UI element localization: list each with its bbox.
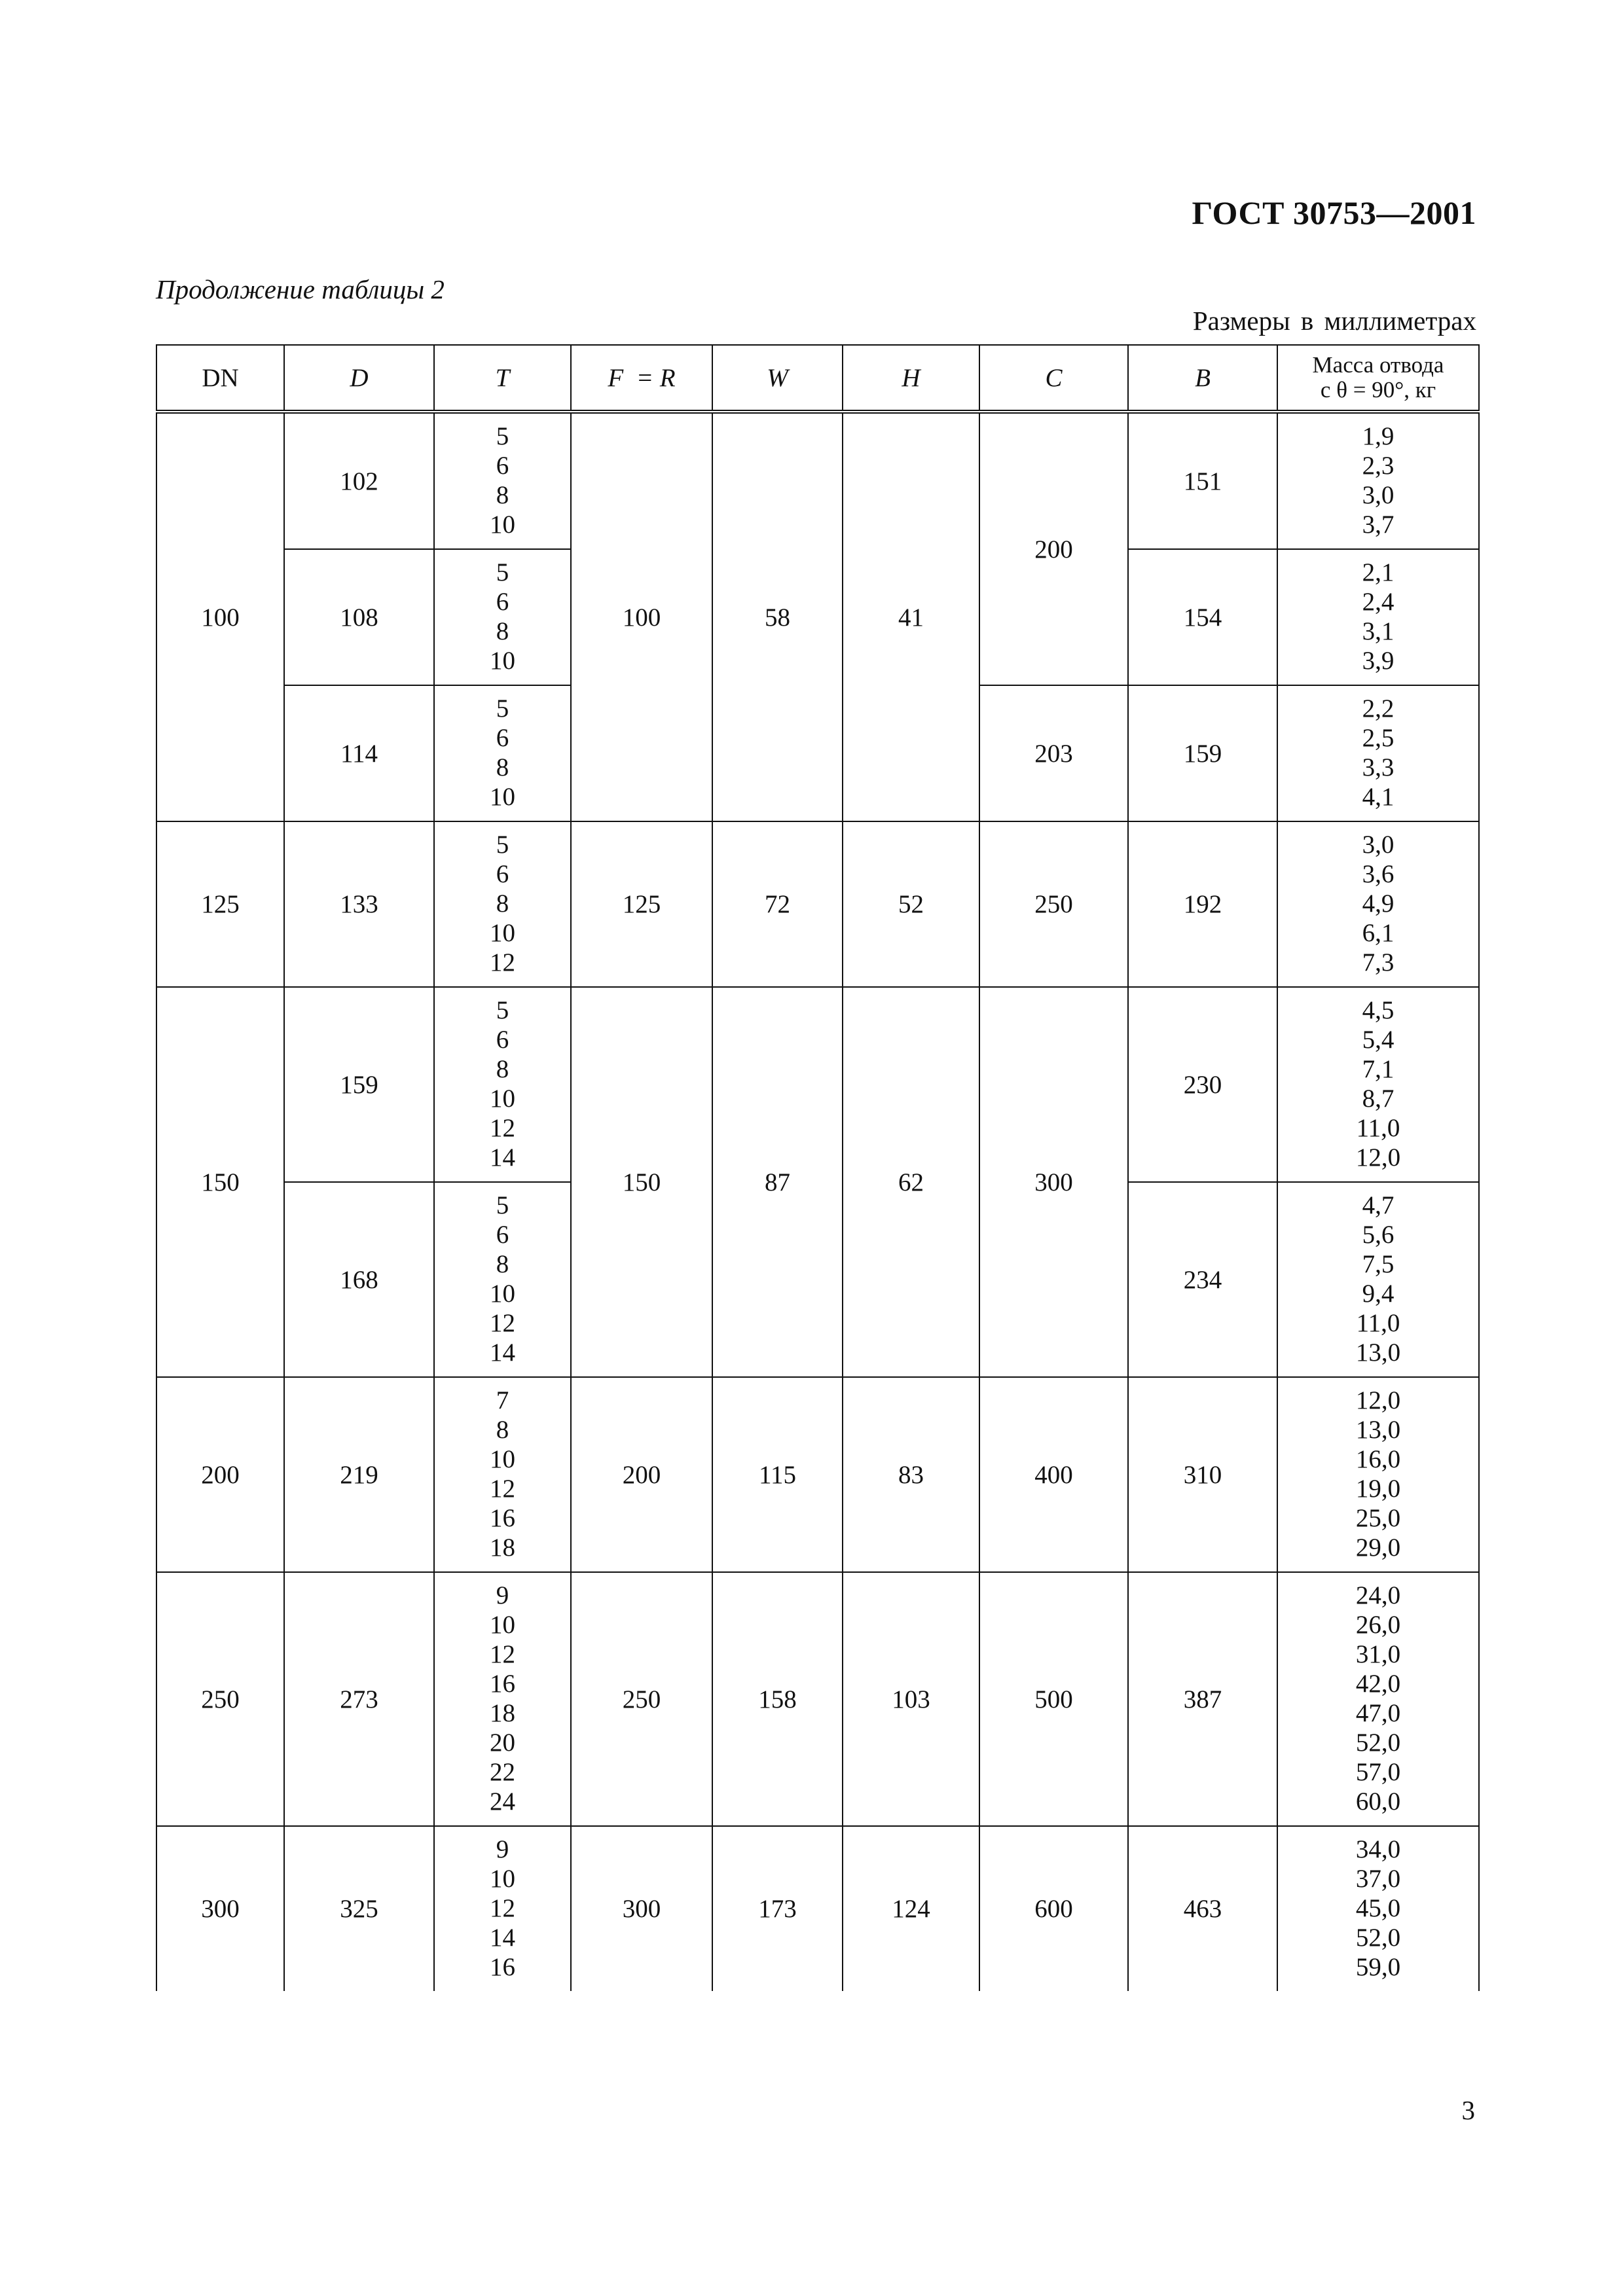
cell-t-value: 10 xyxy=(490,1611,515,1639)
cell-dn: 250 xyxy=(156,1572,284,1826)
cell-t xyxy=(434,987,571,1182)
cell-d: 273 xyxy=(284,1572,434,1826)
cell-t-value: 22 xyxy=(490,1758,515,1786)
cell-t-value: 5 xyxy=(496,422,509,450)
cell-mass-value: 4,7 xyxy=(1362,1191,1395,1219)
table-row xyxy=(156,821,1479,987)
cell-t-value: 5 xyxy=(496,558,509,586)
cell-t-value: 16 xyxy=(490,1504,515,1532)
cell-dn: 200 xyxy=(156,1377,284,1572)
header-b: B xyxy=(1128,345,1277,412)
table-row xyxy=(156,1377,1479,1572)
cell-t-value: 14 xyxy=(490,1143,515,1172)
cell-mass-value: 45,0 xyxy=(1355,1894,1401,1922)
cell-t-value: 5 xyxy=(496,694,509,723)
cell-mass-value: 19,0 xyxy=(1355,1475,1401,1503)
cell-t-value: 12 xyxy=(490,1640,515,1668)
header-f-r: F = R xyxy=(571,345,712,412)
cell-t-value: 9 xyxy=(496,1835,509,1863)
cell-d: 159 xyxy=(284,987,434,1182)
cell-mass-value: 11,0 xyxy=(1356,1309,1400,1337)
cell-t-value: 8 xyxy=(496,1250,509,1278)
cell-t-value: 6 xyxy=(496,860,509,888)
cell-b: 230 xyxy=(1128,987,1277,1182)
table-row xyxy=(156,987,1479,1182)
cell-c: 250 xyxy=(979,821,1128,987)
cell-t xyxy=(434,549,571,685)
cell-mass-value: 24,0 xyxy=(1355,1581,1401,1609)
cell-mass-value: 11,0 xyxy=(1356,1114,1400,1142)
cell-t xyxy=(434,412,571,549)
cell-t xyxy=(434,1182,571,1377)
page-number: 3 xyxy=(1461,2095,1475,2125)
cell-t-value: 8 xyxy=(496,481,509,509)
cell-t-value: 8 xyxy=(496,617,509,645)
cell-mass-value: 7,3 xyxy=(1362,948,1395,977)
cell-t-value: 6 xyxy=(496,452,509,480)
cell-c: 300 xyxy=(979,987,1128,1377)
cell-c: 400 xyxy=(979,1377,1128,1572)
cell-t-value: 16 xyxy=(490,1953,515,1981)
cell-t-value: 8 xyxy=(496,753,509,781)
cell-mass xyxy=(1277,1377,1479,1572)
cell-mass-value: 4,9 xyxy=(1362,889,1395,918)
cell-mass-value: 2,5 xyxy=(1362,724,1395,752)
cell-b: 154 xyxy=(1128,549,1277,685)
cell-dn: 150 xyxy=(156,987,284,1377)
cell-d: 108 xyxy=(284,549,434,685)
cell-t-value: 10 xyxy=(490,1865,515,1893)
cell-t-value: 8 xyxy=(496,1055,509,1083)
table-row xyxy=(156,412,1479,549)
cell-mass-value: 52,0 xyxy=(1355,1729,1401,1757)
header-mass-line1: Масса отвода xyxy=(1312,352,1444,378)
cell-mass-value: 26,0 xyxy=(1355,1611,1401,1639)
cell-mass xyxy=(1277,1572,1479,1826)
cell-t-value: 12 xyxy=(490,1475,515,1503)
cell-mass xyxy=(1277,821,1479,987)
cell-w: 72 xyxy=(712,821,843,987)
cell-mass-value: 37,0 xyxy=(1355,1865,1401,1893)
cell-mass-value: 7,1 xyxy=(1362,1055,1395,1083)
cell-mass-value: 8,7 xyxy=(1362,1085,1395,1113)
cell-fr: 200 xyxy=(571,1377,712,1572)
cell-mass-value: 57,0 xyxy=(1355,1758,1401,1786)
cell-d: 133 xyxy=(284,821,434,987)
cell-t-value: 10 xyxy=(490,511,515,539)
cell-mass-value: 42,0 xyxy=(1355,1670,1401,1698)
cell-t-value: 14 xyxy=(490,1338,515,1367)
cell-d: 219 xyxy=(284,1377,434,1572)
cell-mass-value: 3,3 xyxy=(1362,753,1395,781)
header-d: D xyxy=(284,345,434,412)
header-h: H xyxy=(843,345,979,412)
cell-t-value: 10 xyxy=(490,1085,515,1113)
cell-mass xyxy=(1277,549,1479,685)
cell-t-value: 5 xyxy=(496,1191,509,1219)
cell-t-value: 5 xyxy=(496,831,509,859)
cell-mass xyxy=(1277,987,1479,1182)
cell-mass-value: 52,0 xyxy=(1355,1924,1401,1952)
cell-b: 192 xyxy=(1128,821,1277,987)
cell-mass xyxy=(1277,1182,1479,1377)
cell-w: 115 xyxy=(712,1377,843,1572)
cell-fr: 150 xyxy=(571,987,712,1377)
cell-mass-value: 2,1 xyxy=(1362,558,1395,586)
cell-mass-value: 13,0 xyxy=(1355,1338,1401,1367)
cell-mass-value: 12,0 xyxy=(1355,1386,1401,1414)
cell-t-value: 5 xyxy=(496,996,509,1024)
cell-w: 158 xyxy=(712,1572,843,1826)
cell-d: 168 xyxy=(284,1182,434,1377)
cell-mass-value: 2,2 xyxy=(1362,694,1395,723)
cell-mass xyxy=(1277,412,1479,549)
cell-w: 58 xyxy=(712,412,843,821)
cell-t-value: 12 xyxy=(490,1309,515,1337)
cell-t-value: 10 xyxy=(490,1445,515,1473)
cell-mass-value: 34,0 xyxy=(1355,1835,1401,1863)
cell-b: 310 xyxy=(1128,1377,1277,1572)
cell-h: 124 xyxy=(843,1826,979,1991)
cell-mass-value: 2,3 xyxy=(1362,452,1395,480)
cell-b: 387 xyxy=(1128,1572,1277,1826)
cell-t-value: 20 xyxy=(490,1729,515,1757)
cell-dn: 100 xyxy=(156,412,284,821)
cell-t-value: 14 xyxy=(490,1924,515,1952)
cell-mass-value: 2,4 xyxy=(1362,588,1395,616)
cell-h: 62 xyxy=(843,987,979,1377)
cell-mass xyxy=(1277,1826,1479,1991)
cell-mass-value: 5,6 xyxy=(1362,1221,1395,1249)
cell-t-value: 6 xyxy=(496,588,509,616)
cell-mass-value: 3,0 xyxy=(1362,831,1395,859)
cell-mass-value: 4,1 xyxy=(1362,783,1395,811)
cell-mass-value: 3,1 xyxy=(1362,617,1395,645)
cell-t-value: 8 xyxy=(496,1416,509,1444)
cell-t xyxy=(434,1826,571,1991)
cell-d: 102 xyxy=(284,412,434,549)
header-t: T xyxy=(434,345,571,412)
units-note: Размеры в миллиметрах xyxy=(1192,306,1476,336)
cell-t-value: 12 xyxy=(490,1894,515,1922)
cell-mass-value: 13,0 xyxy=(1355,1416,1401,1444)
cell-h: 103 xyxy=(843,1572,979,1826)
cell-mass-value: 3,9 xyxy=(1362,647,1395,675)
cell-w: 173 xyxy=(712,1826,843,1991)
cell-mass-value: 4,5 xyxy=(1362,996,1395,1024)
cell-c: 203 xyxy=(979,685,1128,821)
header-mass xyxy=(1277,345,1479,412)
cell-t-value: 10 xyxy=(490,647,515,675)
cell-mass-value: 1,9 xyxy=(1362,422,1395,450)
cell-t-value: 7 xyxy=(496,1386,509,1414)
cell-t-value: 8 xyxy=(496,889,509,918)
cell-d: 114 xyxy=(284,685,434,821)
cell-dn: 300 xyxy=(156,1826,284,1991)
header-c: C xyxy=(979,345,1128,412)
table-row xyxy=(156,1572,1479,1826)
cell-t xyxy=(434,821,571,987)
cell-mass-value: 47,0 xyxy=(1355,1699,1401,1727)
cell-t-value: 18 xyxy=(490,1699,515,1727)
cell-c: 200 xyxy=(979,412,1128,685)
cell-t-value: 10 xyxy=(490,1280,515,1308)
cell-mass-value: 29,0 xyxy=(1355,1534,1401,1562)
cell-mass-value: 3,7 xyxy=(1362,511,1395,539)
cell-t xyxy=(434,1377,571,1572)
cell-fr: 100 xyxy=(571,412,712,821)
header-dn: DN xyxy=(156,345,284,412)
cell-t xyxy=(434,685,571,821)
cell-t-value: 24 xyxy=(490,1787,515,1816)
table-continuation-caption: Продолжение таблицы 2 xyxy=(156,274,445,304)
cell-mass-value: 60,0 xyxy=(1355,1787,1401,1816)
table-row xyxy=(156,1826,1479,1991)
cell-mass-value: 7,5 xyxy=(1362,1250,1395,1278)
cell-t-value: 12 xyxy=(490,948,515,977)
cell-c: 600 xyxy=(979,1826,1128,1991)
cell-w: 87 xyxy=(712,987,843,1377)
cell-t-value: 10 xyxy=(490,783,515,811)
cell-fr: 125 xyxy=(571,821,712,987)
cell-h: 52 xyxy=(843,821,979,987)
cell-t-value: 16 xyxy=(490,1670,515,1698)
cell-h: 83 xyxy=(843,1377,979,1572)
cell-t-value: 6 xyxy=(496,724,509,752)
cell-t-value: 6 xyxy=(496,1221,509,1249)
cell-mass-value: 16,0 xyxy=(1355,1445,1401,1473)
header-w: W xyxy=(712,345,843,412)
header-mass-line2: с θ = 90°, кг xyxy=(1320,377,1436,403)
cell-b: 234 xyxy=(1128,1182,1277,1377)
cell-mass-value: 25,0 xyxy=(1355,1504,1401,1532)
cell-t-value: 6 xyxy=(496,1026,509,1054)
cell-t-value: 12 xyxy=(490,1114,515,1142)
cell-dn: 125 xyxy=(156,821,284,987)
cell-mass-value: 59,0 xyxy=(1355,1953,1401,1981)
cell-mass xyxy=(1277,685,1479,821)
cell-mass-value: 3,6 xyxy=(1362,860,1395,888)
cell-b: 151 xyxy=(1128,412,1277,549)
cell-mass-value: 6,1 xyxy=(1362,919,1395,947)
table-header-row xyxy=(156,345,1479,412)
cell-t-value: 10 xyxy=(490,919,515,947)
cell-mass-value: 31,0 xyxy=(1355,1640,1401,1668)
cell-t-value: 18 xyxy=(490,1534,515,1562)
cell-c: 500 xyxy=(979,1572,1128,1826)
cell-b: 463 xyxy=(1128,1826,1277,1991)
cell-fr: 300 xyxy=(571,1826,712,1991)
cell-mass-value: 12,0 xyxy=(1355,1143,1401,1172)
table-body xyxy=(156,412,1479,1991)
cell-t xyxy=(434,1572,571,1826)
cell-fr: 250 xyxy=(571,1572,712,1826)
cell-mass-value: 3,0 xyxy=(1362,481,1395,509)
dimensions-table xyxy=(156,344,1480,1991)
cell-mass-value: 5,4 xyxy=(1362,1026,1395,1054)
cell-h: 41 xyxy=(843,412,979,821)
cell-t-value: 9 xyxy=(496,1581,509,1609)
cell-mass-value: 9,4 xyxy=(1362,1280,1395,1308)
document-number: ГОСТ 30753—2001 xyxy=(1192,194,1476,231)
cell-b: 159 xyxy=(1128,685,1277,821)
cell-d: 325 xyxy=(284,1826,434,1991)
